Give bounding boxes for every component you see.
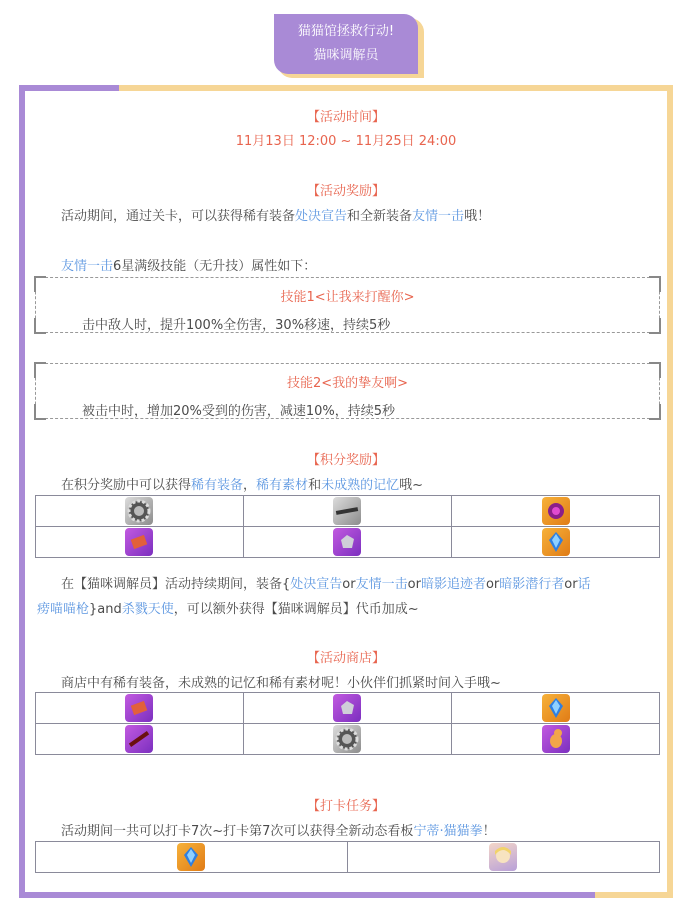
- character-portrait-icon[interactable]: [489, 843, 517, 871]
- title-line-1: 猫猫馆拯救行动!: [297, 24, 395, 39]
- skill-1-desc: 击中敌人时，提升100%全伤害，30%移速，持续5秒: [82, 318, 391, 333]
- grid-cell: [36, 693, 244, 724]
- grid-cell: [243, 496, 452, 527]
- bonus-or-4: or: [564, 577, 578, 592]
- skill-box-1: [35, 277, 660, 333]
- frame-border-top-left: [19, 85, 119, 91]
- time-heading: 【活动时间】: [306, 110, 385, 125]
- reward-text-b: 和全新装备: [347, 209, 413, 224]
- bonus-or-2: or: [407, 577, 421, 592]
- points-paragraph: [61, 474, 423, 493]
- bonus-text-c: ，可以额外获得【猫咪调解员】代币加成~: [173, 602, 419, 617]
- frame-border-bottom-right: [595, 892, 673, 898]
- link-rare-material[interactable]: 稀有素材: [256, 478, 309, 493]
- shop-heading: 【活动商店】: [306, 651, 385, 666]
- grid-row: [36, 842, 660, 873]
- skill-box-2: [35, 363, 660, 419]
- corner-bracket-bl: [34, 404, 46, 420]
- points-sep-2: 和: [308, 478, 322, 493]
- sniper-rifle-item-icon[interactable]: [125, 725, 153, 753]
- link-ningdi-cat-fist[interactable]: 宁蒂·猫猫拳: [413, 824, 483, 839]
- points-text-b: 哦~: [399, 478, 423, 493]
- gear-item-icon[interactable]: [125, 497, 153, 525]
- grid-row: [36, 496, 660, 527]
- gear-item-icon[interactable]: [333, 725, 361, 753]
- shop-item-grid: [35, 692, 660, 755]
- link-chatty-meow-gun-part-1[interactable]: 话: [577, 577, 591, 592]
- link-rare-equipment[interactable]: 稀有装备: [191, 478, 244, 493]
- grid-cell: [452, 724, 660, 755]
- ore-item-icon[interactable]: [333, 694, 361, 722]
- corner-bracket-br: [649, 318, 661, 334]
- grid-cell: [347, 842, 660, 873]
- frame-border-top-right: [119, 85, 673, 91]
- grid-row: [36, 724, 660, 755]
- ore-item-icon[interactable]: [333, 528, 361, 556]
- grid-cell: [36, 724, 244, 755]
- grid-cell: [243, 724, 452, 755]
- link-friendship-strike[interactable]: 友情一击: [412, 209, 465, 224]
- grid-row: [36, 693, 660, 724]
- title-line-2: 猫咪调解员: [313, 48, 379, 63]
- checkin-heading: 【打卡任务】: [306, 799, 385, 814]
- flame-gem-item-icon[interactable]: [542, 497, 570, 525]
- points-heading: 【积分奖励】: [306, 453, 385, 468]
- grid-row: [36, 527, 660, 558]
- bonus-paragraph: [37, 572, 661, 622]
- shop-paragraph: 商店中有稀有装备，未成熟的记忆和稀有素材呢！小伙伴们抓紧时间入手哦~: [61, 676, 501, 691]
- grid-cell: [36, 842, 348, 873]
- reward-heading: 【活动奖励】: [306, 184, 385, 199]
- link-immature-memory[interactable]: 未成熟的记忆: [321, 478, 400, 493]
- checkin-text: 活动期间一共可以打卡7次~打卡第7次可以获得全新动态看板: [61, 824, 414, 839]
- scroll-item-icon[interactable]: [125, 694, 153, 722]
- bonus-or-1: or: [342, 577, 356, 592]
- title-tab-body: [274, 14, 418, 74]
- grid-cell: [36, 496, 244, 527]
- points-text-a: 在积分奖励中可以获得: [61, 478, 192, 493]
- bonus-text-a: 在【猫咪调解员】活动持续期间，装备{: [61, 577, 291, 592]
- scroll-item-icon[interactable]: [125, 528, 153, 556]
- grid-cell: [452, 527, 660, 558]
- points-item-grid: [35, 495, 660, 558]
- link-friendship-strike-3[interactable]: 友情一击: [355, 577, 408, 592]
- link-execution-notice-2[interactable]: 处决宣告: [290, 577, 343, 592]
- reward-text-a: 活动期间，通过关卡，可以获得稀有装备: [61, 209, 296, 224]
- points-sep-1: ，: [243, 478, 257, 493]
- skill-2-desc: 被击中时，增加20%受到的伤害，减速10%，持续5秒: [82, 404, 396, 419]
- blue-crystal-item-icon[interactable]: [177, 843, 205, 871]
- corner-bracket-br: [649, 404, 661, 420]
- link-execution-notice[interactable]: 处决宣告: [295, 209, 348, 224]
- link-shadow-stalker[interactable]: 暗影潜行者: [499, 577, 565, 592]
- cat-figure-item-icon[interactable]: [542, 725, 570, 753]
- checkin-text-end: ！: [482, 824, 496, 839]
- reward-text-c: 哦！: [464, 209, 491, 224]
- time-value: 11月13日 12:00 ~ 11月25日 24:00: [235, 134, 457, 149]
- checkin-paragraph: [61, 820, 496, 839]
- skill-1-title: 技能1<让我来打醒你>: [280, 290, 415, 305]
- skill-intro: [61, 255, 316, 274]
- frame-border-right: [667, 85, 673, 898]
- reward-paragraph: [61, 205, 490, 224]
- rifle-item-icon[interactable]: [333, 497, 361, 525]
- grid-cell: [243, 693, 452, 724]
- bonus-text-b: }and: [89, 602, 122, 617]
- grid-cell: [36, 527, 244, 558]
- link-friendship-strike-2[interactable]: 友情一击: [61, 259, 114, 274]
- frame-border-bottom-left: [19, 892, 595, 898]
- grid-cell: [452, 693, 660, 724]
- title-tab: [274, 14, 422, 76]
- link-shadow-tracker[interactable]: 暗影追迹者: [420, 577, 486, 592]
- blue-crystal-item-icon[interactable]: [542, 694, 570, 722]
- grid-cell: [243, 527, 452, 558]
- frame-border-left: [19, 85, 25, 898]
- grid-cell: [452, 496, 660, 527]
- bonus-or-3: or: [485, 577, 500, 592]
- skill-intro-text: 6星满级技能（无升技）属性如下：: [113, 259, 317, 274]
- checkin-item-grid: [35, 841, 660, 873]
- link-killing-angel[interactable]: 杀戮天使: [121, 602, 174, 617]
- corner-bracket-bl: [34, 318, 46, 334]
- blue-crystal-item-icon[interactable]: [542, 528, 570, 556]
- skill-2-title: 技能2<我的挚友啊>: [286, 376, 409, 391]
- link-chatty-meow-gun-part-2[interactable]: 痨喵喵枪: [37, 602, 90, 617]
